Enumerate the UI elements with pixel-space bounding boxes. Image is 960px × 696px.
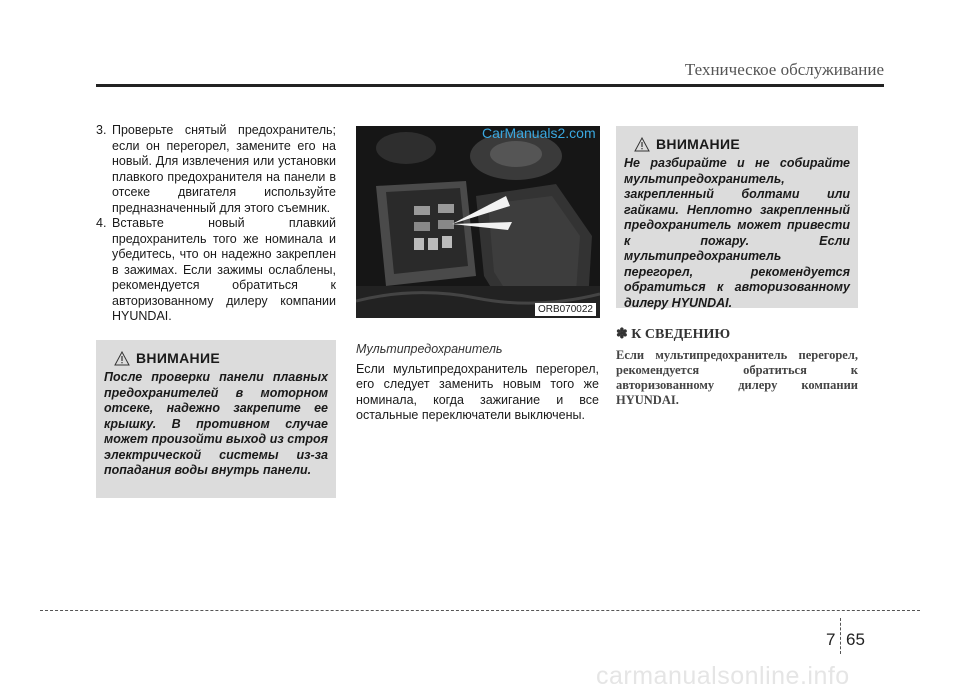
- warning-box-multifuse: [616, 126, 858, 308]
- engine-fuse-box-photo: [356, 126, 600, 318]
- footer-rule: [40, 610, 920, 611]
- warning-title: ВНИМАНИЕ: [136, 350, 220, 366]
- step-text: Вставьте новый плавкий предохранитель того же номинала и убедитесь, что он надежно закреплен в зажимах. Если зажимы ослаблены, рекомендуется обратиться к авторизованному дилеру компании HYUNDAI.: [112, 216, 336, 323]
- watermark-text: CarManuals2.com: [482, 126, 596, 141]
- steps-column: [96, 123, 336, 325]
- caption-column: [356, 342, 599, 424]
- caption-title: Мультипредохранитель: [356, 342, 503, 356]
- step-number: 3.: [96, 123, 107, 137]
- page-number: 65: [846, 630, 865, 649]
- warning-header: [114, 350, 328, 366]
- note-title: ✽ К СВЕДЕНИЮ: [616, 327, 731, 342]
- step-text: Проверьте снятый предохранитель; если он перегорел, замените его на новый. Для извлечения или установки плавкого предохранителя на панели в отсеке двигателя используйте предназначенный для этого съемник.: [112, 123, 336, 215]
- step-item: [96, 216, 336, 325]
- step-number: 4.: [96, 216, 107, 230]
- warning-triangle-icon: [634, 137, 650, 152]
- site-watermark: carmanualsonline.info: [596, 662, 850, 690]
- warning-text: Не разбирайте и не собирайте мультипредохранитель, закрепленный болтами или гайками. Неплотно закрепленный предохранитель может привести к пожару. Если мультипредохранитель перегорел, рекомендуется обратиться к авторизованному дилеру HYUNDAI.: [624, 156, 850, 310]
- section-number: 7: [826, 630, 836, 649]
- header-rule: [96, 84, 884, 87]
- page-divider: [840, 618, 841, 654]
- caption-text: Если мультипредохранитель перегорел, его следует заменить новым того же номинала, когда зажигание и все остальные переключатели выключены.: [356, 361, 599, 422]
- figure-code: ORB070022: [535, 303, 596, 316]
- note-text: Если мультипредохранитель перегорел, рекомендуется обратиться к авторизованному дилеру компании HYUNDAI.: [616, 348, 858, 407]
- page-header-title: Техническое обслуживание: [684, 60, 884, 79]
- fuse-box-illustration: [356, 126, 600, 318]
- steps-list: [96, 123, 336, 325]
- warning-title: ВНИМАНИЕ: [656, 136, 740, 152]
- warning-header: [634, 136, 850, 152]
- step-item: [96, 123, 336, 216]
- warning-box-panel-cover: [96, 340, 336, 498]
- warning-triangle-icon: [114, 351, 130, 366]
- warning-text: После проверки панели плавных предохранителей в моторном отсеке, надежно закрепите ее крышку. В противном случае может произойти выход из строя электрической системы из-за попадания воды внутрь панели.: [104, 370, 328, 477]
